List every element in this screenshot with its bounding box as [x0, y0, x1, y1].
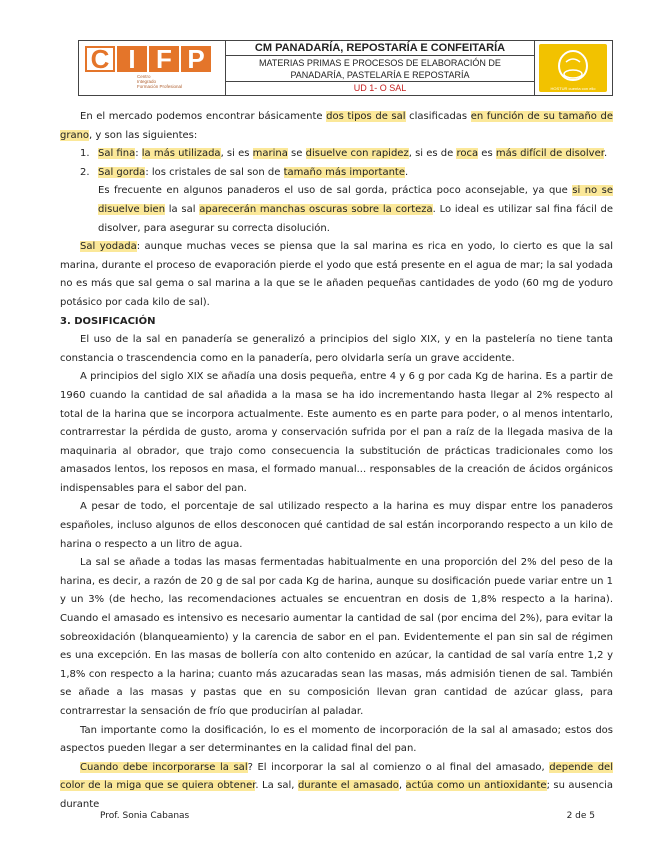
highlight: si no se disuelve bien: [98, 185, 613, 215]
highlight: aparecerán manchas oscuras sobre la corteza: [199, 203, 433, 215]
unit-label: UD 1- O SAL: [353, 83, 407, 93]
highlight: durante el amasado: [297, 780, 399, 792]
paragraph-when-to-add: [60, 759, 613, 815]
text-run: Es frecuente en algunos panaderos el uso de sal gorda, práctica poco aconsejable, ya que: [98, 185, 573, 197]
module-title: [226, 56, 534, 82]
logo-sub-line: Integrado: [137, 79, 157, 84]
logo-letter-p: P: [181, 46, 211, 72]
logo-subtext: [137, 74, 182, 89]
salt-types-list: [60, 145, 613, 182]
text-run: . La sal,: [255, 780, 298, 792]
paragraph-19th-century: A principios del siglo XIX se añadía una dosis pequeña, entre 4 y 6 g por cada Kg de harina. Es a partir de 1960 cuando la cantidad de sal añadida a la masa se ha ido incrementando hasta llegar al 2% respecto al total de la harina que se incorpora actualmente. Este aumento es en parte para poder, o al menos intentarlo, contrarrestar la pérdida de gusto, aroma y conservación sufrida por el pan a raíz de la llegada masiva de la maquinaria al obrador, que trajo como consecuencia la substitución de prácticas tradicionales como los amasados lentos, los reposos en masa, el formado manual... responsables de la creación de ácidos orgánicos indispensables para el sabor del pan.: [60, 371, 613, 494]
text-run: , si es de: [408, 148, 457, 160]
logo-letter-c: C: [85, 46, 115, 72]
paragraph-percentage: A pesar de todo, el porcentaje de sal utilizado respecto a la harina es muy dispar entre los panaderos españoles, incluso algunos de ellos desconocen qué cantidad de sal están incorporando respecto a un kilo de harina o respecto a un litro de agua.: [60, 501, 613, 550]
hostur-logo: [539, 44, 607, 92]
header-center: [226, 41, 534, 95]
paragraph-history: El uso de la sal en panadería se generalizó a principios del siglo XIX, y en la pastelería no tiene tanta constancia o trascendencia como en la panadería, pero olvidarla sería un grave accidente.: [60, 334, 613, 364]
text-run: . Lo ideal es utilizar sal fina fácil de disolver, para asegurar su correcta disolución.: [98, 203, 613, 234]
document-header: [78, 40, 613, 96]
footer-page-number: 2 de 5: [566, 811, 595, 821]
text-run: En el mercado podemos encontrar básicamente: [80, 111, 327, 122]
text-run: clasificadas: [405, 111, 471, 122]
cifp-logo: [79, 41, 226, 95]
list-number: 2.: [80, 166, 90, 178]
section-heading-dosificacion: 3. DOSIFICACIÓN: [60, 315, 156, 327]
paragraph-timing: Tan importante como la dosificación, lo es el momento de incorporación de la sal al amasado; estos dos aspectos pueden llegar a ser determinantes en la calidad final del pan.: [60, 724, 613, 755]
module-title-line-1: MATERIAS PRIMAS E PROCESOS DE ELABORACIÓN DE: [259, 58, 501, 68]
text-run: ? El incorporar la sal al comienzo o al final del amasado,: [247, 761, 550, 773]
highlight-grain-size: en función de su tamaño de grano: [60, 111, 613, 141]
text-run: ; su ausencia durante: [60, 780, 613, 810]
highlight: depende del color de la miga que se quiera obtener: [60, 761, 613, 792]
list-item-coarse-salt: [60, 164, 613, 183]
highlight: actúa como un antioxidante: [405, 780, 547, 792]
course-title: CM PANADARÍA, REPOSTARÍA E CONFEITARÍA: [226, 41, 534, 56]
highlight: Sal gorda: [98, 166, 146, 178]
paragraph-proportion: La sal se añade a todas las masas fermentadas habitualmente en una proporción del 2% del peso de la harina, es decir, a razón de 20 g de sal por cada Kg de harina, aunque su dosificación puede variar entre un 1 y un 3% (de hecho, las recomendaciones actuales se encuentran en dosis de 1,8% respecto a la harina). Cuando el amasado es intensivo es necesario aumentar la cantidad de sal (por encima del 2%), para evitar la sobreoxidación (blanqueamiento) y la carencia de sabor en el pan. Evidentemente el pan sin sal de régimen es una excepción. En las masas de bollería con alto contenido en azúcar, la cantidad de sal varía entre 1,2 y 1,8% con respecto a la harina; cuanto más azucaradas sean las masas, más admisión tienen de sal. También se añade a las masas y pastas que en su composición llevan gran cantidad de azúcar glass, para contrarrestar la sensación de frío que producirían al paladar.: [60, 557, 613, 717]
paragraph-iodized-salt: [60, 238, 613, 312]
logo-sub-line: Centro: [137, 74, 151, 79]
highlight: tamaño más importante: [283, 166, 405, 178]
logo-sub-line: Formación Profesional: [137, 84, 183, 89]
highlight-two-salt-types: dos tipos de sal: [326, 111, 406, 122]
page-footer: [100, 811, 595, 821]
text-run: :: [135, 148, 142, 160]
text-run: : los cristales de sal son de: [145, 166, 284, 178]
text-run: .: [404, 166, 409, 178]
list-item-fine-salt: [60, 145, 613, 164]
text-run: : aunque muchas veces se piensa que la sal marina es rica en yodo, lo cierto es que la sal marina, durante el proceso de evaporación pierde el yodo que está presente en el agua de mar; la sal yodada no es más que sal gema o sal marina a la que se le añaden pequeñas cantidades de yodo (60 mg de yoduro potásico por cada kilo de sal).: [60, 241, 613, 308]
highlight: roca: [456, 148, 479, 160]
paragraph-salt-types: [60, 108, 613, 145]
footer-author: Prof. Sonia Cabanas: [100, 811, 190, 821]
module-title-line-2: PANADARÍA, PASTELARÍA E REPOSTARÍA: [290, 70, 470, 80]
cifp-logo-letters: [85, 46, 211, 72]
highlight: más difícil de disolver: [495, 148, 604, 160]
highlight: la más utilizada: [141, 148, 221, 160]
text-run: ,: [398, 780, 406, 792]
highlight: disuelve con rapidez: [305, 148, 409, 160]
text-run: es: [478, 148, 496, 160]
text-run: la sal: [165, 203, 200, 215]
highlight-iodized-salt: Sal yodada: [80, 241, 137, 253]
logo-letter-f: F: [149, 46, 179, 72]
document-body: [60, 108, 613, 815]
highlight: Sal fina: [98, 148, 136, 160]
text-run: .: [603, 148, 608, 160]
logo-letter-i: I: [117, 46, 147, 72]
highlight: marina: [252, 148, 288, 160]
list-number: 1.: [80, 148, 90, 160]
hostur-badge: [534, 41, 612, 95]
text-run: , si es: [220, 148, 253, 160]
chef-hat-icon: [553, 48, 593, 86]
text-run: , y son las siguientes:: [89, 129, 198, 141]
text-run: se: [287, 148, 306, 160]
badge-caption: HOSTUR cuenta con ello: [550, 86, 596, 91]
coarse-salt-note: [60, 182, 613, 238]
highlight: Cuando debe incorporarse la sal: [80, 761, 248, 773]
